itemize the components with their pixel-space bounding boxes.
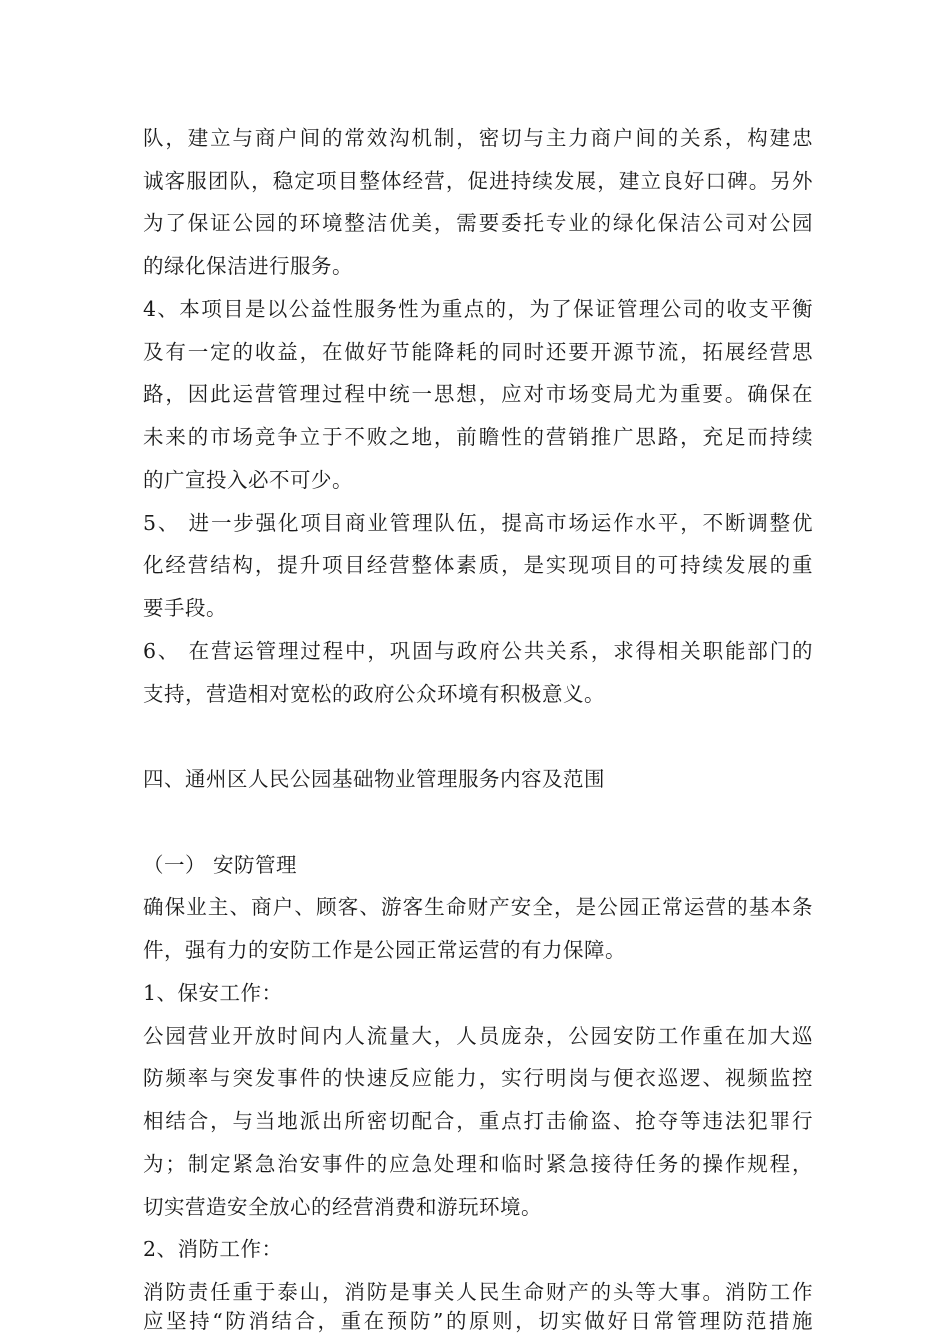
item-heading: 2、消防工作： — [143, 1237, 283, 1261]
paragraph-line: 件，强有力的安防工作是公园正常运营的有力保障。 — [143, 938, 626, 962]
paragraph-line: 未来的市场竞争立于不败之地，前瞻性的营销推广思路，充足而持续 — [143, 425, 813, 449]
paragraph-line: 为；制定紧急治安事件的应急处理和临时紧急接待任务的操作规程， — [143, 1152, 813, 1176]
paragraph-line: 化经营结构，提升项目经营整体素质，是实现项目的可持续发展的重 — [143, 553, 813, 577]
paragraph-line: 队，建立与商户间的常效沟机制，密切与主力商户间的关系，构建忠 — [143, 126, 813, 150]
paragraph-line: 应坚持“防消结合，重在预防”的原则，切实做好日常管理防范措施 — [143, 1309, 813, 1333]
paragraph-line: 消防责任重于泰山，消防是事关人民生命财产的头等大事。消防工作 — [143, 1280, 813, 1304]
paragraph-line: 4、本项目是以公益性服务性为重点的，为了保证管理公司的收支平衡 — [143, 297, 813, 321]
item-heading: 1、保安工作： — [143, 981, 283, 1005]
paragraph-line: 为了保证公园的环境整洁优美，需要委托专业的绿化保洁公司对公园 — [143, 211, 813, 235]
subsection-heading: （一） 安防管理 — [143, 853, 298, 877]
paragraph-line: 要手段。 — [143, 596, 227, 620]
paragraph-line: 公园营业开放时间内人流量大，人员庞杂，公园安防工作重在加大巡 — [143, 1024, 813, 1048]
paragraph-line: 相结合，与当地派出所密切配合，重点打击偷盗、抢夺等违法犯罪行 — [143, 1109, 813, 1133]
section-heading: 四、通州区人民公园基础物业管理服务内容及范围 — [143, 767, 605, 791]
paragraph-line: 的广宣投入必不可少。 — [143, 468, 353, 492]
paragraph-line: 防频率与突发事件的快速反应能力，实行明岗与便衣巡逻、视频监控 — [143, 1066, 813, 1090]
paragraph-line: 诚客服团队，稳定项目整体经营，促进持续发展，建立良好口碑。另外 — [143, 169, 813, 193]
paragraph-line: 支持，营造相对宽松的政府公众环境有积极意义。 — [143, 682, 605, 706]
paragraph-line: 5、 进一步强化项目商业管理队伍，提高市场运作水平，不断调整优 — [143, 511, 813, 535]
paragraph-line: 路，因此运营管理过程中统一思想，应对市场变局尤为重要。确保在 — [143, 382, 813, 406]
paragraph-line: 的绿化保洁进行服务。 — [143, 254, 353, 278]
paragraph-line: 确保业主、商户、顾客、游客生命财产安全，是公园正常运营的基本条 — [143, 895, 813, 919]
paragraph-line: 切实营造安全放心的经营消费和游玩环境。 — [143, 1195, 542, 1219]
paragraph-line: 6、 在营运管理过程中，巩固与政府公共关系，求得相关职能部门的 — [143, 639, 813, 663]
paragraph-line: 及有一定的收益，在做好节能降耗的同时还要开源节流，拓展经营思 — [143, 340, 813, 364]
